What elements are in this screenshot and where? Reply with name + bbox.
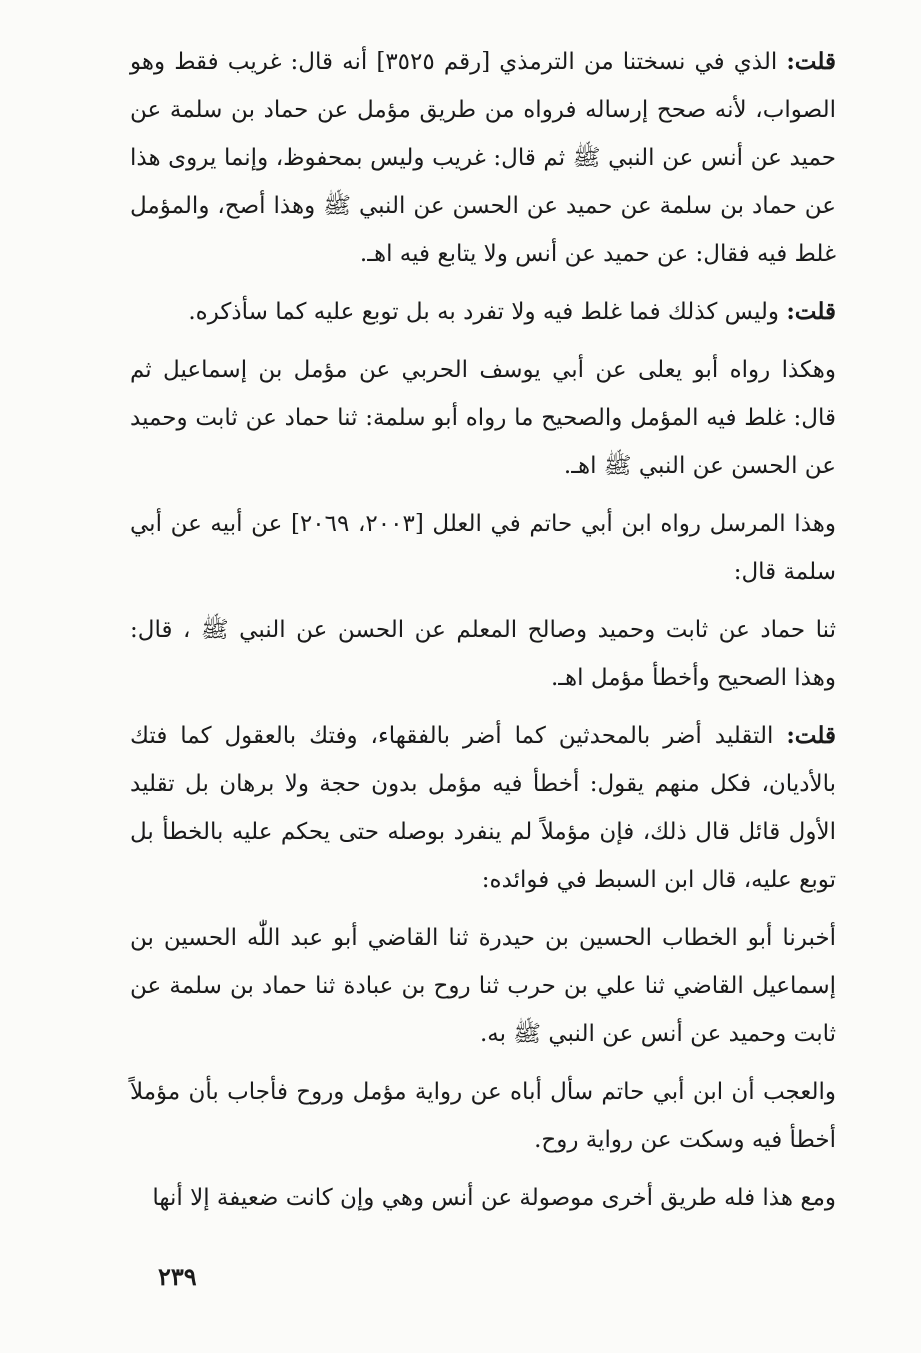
paragraph (130, 712, 836, 904)
page-body (130, 38, 836, 1232)
paragraph (130, 1068, 836, 1164)
paragraph-lead: قلت: (786, 298, 836, 325)
paragraph-text: وهكذا رواه أبو يعلى عن أبي يوسف الحربي عن مؤمل بن إسماعيل ثم قال: غلط فيه المؤمل والصحيح ما رواه أبو سلمة: ثنا حماد عن ثابت وحميد عن الحسن عن النبي ﷺ اهـ. (130, 357, 836, 479)
paragraph-text: والعجب أن ابن أبي حاتم سأل أباه عن رواية مؤمل وروح فأجاب بأن مؤملاً أخطأ فيه وسكت عن رواية روح. (130, 1079, 836, 1153)
paragraph-text: ومع هذا فله طريق أخرى موصولة عن أنس وهي وإن كانت ضعيفة إلا أنها (152, 1185, 836, 1211)
paragraph-lead: قلت: (786, 722, 836, 749)
paragraph (130, 1174, 836, 1222)
page-number: ٢٣٩ (158, 1262, 197, 1291)
paragraph (130, 500, 836, 596)
paragraph (130, 606, 836, 702)
paragraph (130, 914, 836, 1058)
paragraph-lead: قلت: (786, 48, 836, 75)
paragraph-text: أخبرنا أبو الخطاب الحسين بن حيدرة ثنا القاضي أبو عبد اللّٰه الحسين بن إسماعيل القاضي ثنا علي بن حرب ثنا روح بن عبادة ثنا حماد بن سلمة عن ثابت وحميد عن أنس عن النبي ﷺ به. (130, 925, 836, 1047)
paragraph-text: ثنا حماد عن ثابت وحميد وصالح المعلم عن الحسن عن النبي ﷺ ، قال: وهذا الصحيح وأخطأ مؤمل اهـ. (130, 617, 836, 691)
paragraph-text: وهذا المرسل رواه ابن أبي حاتم في العلل [٢٠٠٣، ٢٠٦٩] عن أبيه عن أبي سلمة قال: (130, 511, 837, 585)
paragraph (130, 346, 836, 490)
paragraph-text: التقليد أضر بالمحدثين كما أضر بالفقهاء، وفتك بالعقول كما فتك بالأديان، فكل منهم يقول: أخطأ فيه مؤمل بدون حجة ولا برهان بل تقليد الأول قائل قال ذلك، فإن مؤملاً لم ينفرد بوصله حتى يحكم عليه بالخطأ بل توبع عليه، قال ابن السبط في فوائده: (130, 723, 836, 893)
paragraph-text: وليس كذلك فما غلط فيه ولا تفرد به بل توبع عليه كما سأذكره. (188, 299, 787, 325)
paragraph (130, 288, 836, 336)
paragraph-text: الذي في نسختنا من الترمذي [رقم ٣٥٢٥] أنه قال: غريب فقط وهو الصواب، لأنه صحح إرساله فرواه من طريق مؤمل عن حماد بن سلمة عن حميد عن أنس عن النبي ﷺ ثم قال: غريب وليس بمحفوظ، وإنما يروى هذا عن حماد بن سلمة عن حميد عن الحسن عن النبي ﷺ وهذا أصح، والمؤمل غلط فيه فقال: عن حميد عن أنس ولا يتابع فيه اهـ. (130, 49, 836, 267)
paragraph (130, 38, 836, 278)
